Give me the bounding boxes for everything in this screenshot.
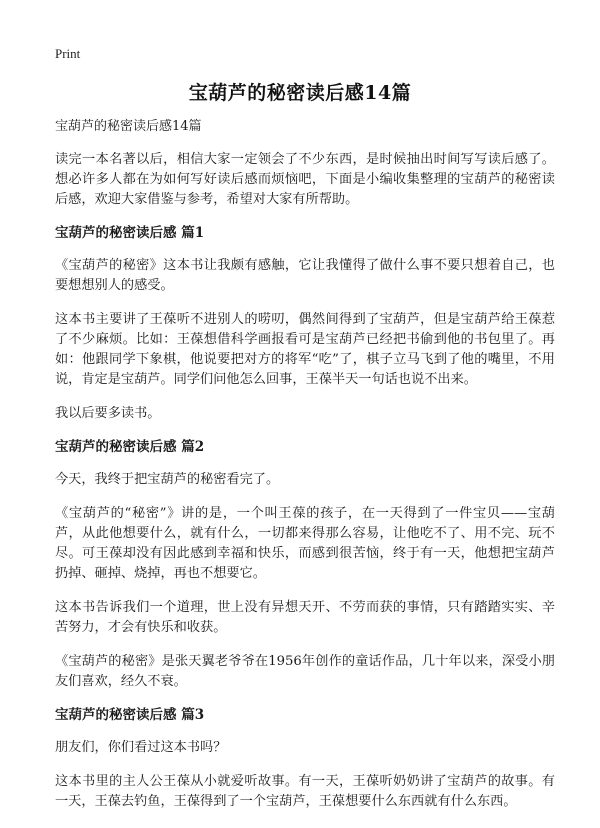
print-link[interactable]: Print	[55, 46, 81, 61]
section-3-paragraph-1: 朋友们，你们看过这本书吗？	[55, 740, 227, 755]
document-subtitle: 宝葫芦的秘密读后感14篇	[55, 119, 202, 134]
section-heading-1: 宝葫芦的秘密读后感 篇1	[55, 225, 205, 241]
section-1-paragraph-3: 我以后要多读书。	[55, 406, 161, 421]
section-2-paragraph-4: 《宝葫芦的秘密》是张天翼老爷爷在1956年创作的童话作品，几十年以来，深受小朋友们喜欢，经久不衰。	[55, 654, 555, 689]
section-2-paragraph-1: 今天，我终于把宝葫芦的秘密看完了。	[55, 472, 280, 487]
section-2-paragraph-2: 《宝葫芦的“秘密”》讲的是，一个叫王葆的孩子，在一天得到了一件宝贝——宝葫芦，从此他想要什么，就有什么，一切都来得那么容易，让他吃不了、用不完、玩不尽。可王葆却没有因此感到幸福和快乐，而感到很苦恼，终于有一天，他想把宝葫芦扔掉、砸掉、烧掉，再也不想要它。	[55, 506, 555, 581]
section-heading-3: 宝葫芦的秘密读后感 篇3	[55, 707, 205, 723]
page-title: 宝葫芦的秘密读后感14篇	[188, 82, 412, 104]
section-1-paragraph-2: 这本书主要讲了王葆听不进别人的唠叨，偶然间得到了宝葫芦，但是宝葫芦给王葆惹了不少麻烦。比如：王葆想借科学画报看可是宝葫芦已经把书偷到他的书包里了。再如：他跟同学下象棋，他说要把对方的将军“吃”了，棋子立马飞到了他的嘴里，不用说，肯定是宝葫芦。同学们问他怎么回事，王葆半天一句话也说不出来。	[55, 312, 555, 387]
section-2-paragraph-3: 这本书告诉我们一个道理，世上没有异想天开、不劳而获的事情，只有踏踏实实、辛苦努力，才会有快乐和收获。	[55, 600, 555, 635]
section-3-paragraph-2: 这本书里的主人公王葆从小就爱听故事。有一天，王葆听奶奶讲了宝葫芦的故事。有一天，王葆去钓鱼，王葆得到了一个宝葫芦，王葆想要什么东西就有什么东西。	[55, 774, 555, 809]
document-body	[55, 118, 555, 826]
section-1-paragraph-1: 《宝葫芦的秘密》这本书让我颇有感触，它让我懂得了做什么事不要只想着自己，也要想想别人的感受。	[55, 258, 555, 293]
intro-paragraph: 读完一本名著以后，相信大家一定领会了不少东西，是时候抽出时间写写读后感了。想必许多人都在为如何写好读后感而烦恼吧，下面是小编收集整理的宝葫芦的秘密读后感，欢迎大家借鉴与参考，希望对大家有所帮助。	[55, 152, 555, 207]
section-heading-2: 宝葫芦的秘密读后感 篇2	[55, 439, 205, 455]
